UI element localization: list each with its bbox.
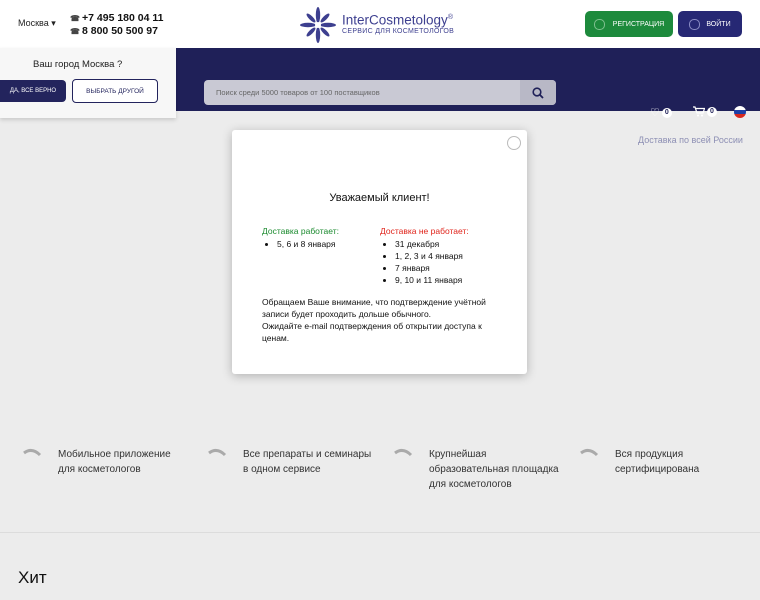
feature-item — [207, 447, 373, 477]
loading-arc-icon — [22, 447, 42, 463]
delivery-not-works-column — [380, 225, 469, 286]
modal-notice — [262, 296, 497, 344]
choose-city-button[interactable]: ВЫБРАТЬ ДРУГОЙ — [72, 79, 158, 103]
favorites-count: 0 — [662, 108, 672, 118]
search-icon — [532, 87, 544, 99]
city-confirm-popup — [0, 48, 176, 118]
login-label: ВОЙТИ — [706, 20, 731, 28]
search-button[interactable] — [520, 80, 556, 105]
features-row — [0, 440, 760, 530]
feature-item — [22, 447, 188, 477]
feature-text: Мобильное приложение для косметологов — [58, 449, 171, 475]
feature-item — [579, 447, 745, 477]
phone-list — [70, 12, 163, 38]
list-item: • 9, 10 и 11 января — [395, 274, 469, 286]
delivery-info[interactable]: Доставка по всей России — [638, 135, 743, 145]
section-title: Хит — [18, 568, 47, 587]
register-label: РЕГИСТРАЦИЯ — [612, 20, 665, 28]
cart-link[interactable] — [693, 106, 717, 117]
delivery-works-heading: Доставка работает: — [262, 226, 339, 236]
phone-icon: ☎ — [70, 14, 80, 23]
feature-text: Все препараты и семинары в одном сервисе — [243, 449, 372, 475]
notice-email: Ожидайте e-mail подтверждения об открытии доступа к ценам. — [262, 321, 482, 343]
feature-text: Крупнейшая образовательная площадка для косметологов — [429, 449, 559, 490]
logo-brand: InterCosmetology — [342, 12, 448, 28]
notice-confirmation: Обращаем Ваше внимание, что подтверждение учётной записи будет проходить дольше обычного. — [262, 297, 486, 319]
cart-count: 0 — [707, 107, 717, 117]
snowflake-logo-icon — [300, 7, 336, 43]
logo-mark: ® — [447, 13, 453, 21]
user-plus-icon — [594, 19, 605, 30]
search-bar — [204, 80, 556, 105]
site-logo[interactable] — [300, 6, 470, 44]
modal-title: Уважаемый клиент! — [329, 192, 430, 204]
favorites-link[interactable] — [650, 106, 672, 119]
holiday-notice-modal — [232, 130, 527, 374]
city-selector[interactable]: Москва ▾ — [18, 18, 56, 28]
logo-subtitle: СЕРВИС ДЛЯ КОСМЕТОЛОГОВ — [342, 28, 455, 36]
user-icon — [689, 19, 700, 30]
loading-arc-icon — [393, 447, 413, 463]
delivery-works-column — [262, 225, 339, 250]
feature-text: Вся продукция сертифицирована — [615, 449, 700, 475]
login-button[interactable] — [678, 11, 742, 37]
loading-arc-icon — [207, 447, 227, 463]
list-item: • 1, 2, 3 и 4 января — [395, 250, 469, 262]
list-item: • 7 января — [395, 262, 469, 274]
top-header — [0, 0, 760, 48]
list-item: • 31 декабря — [395, 238, 469, 250]
section-divider — [0, 532, 760, 533]
heart-icon: ♡ — [650, 107, 660, 119]
phone-number-2[interactable]: 8 800 50 500 97 — [82, 25, 158, 37]
city-question: Ваш город Москва ? — [33, 59, 123, 70]
delivery-not-works-heading: Доставка не работает: — [380, 226, 469, 236]
phone-number-1[interactable]: +7 495 180 04 11 — [82, 12, 164, 24]
feature-item — [393, 447, 559, 492]
list-item: • 5, 6 и 8 января — [277, 238, 339, 250]
close-icon[interactable] — [507, 136, 521, 150]
confirm-city-button[interactable]: ДА, ВСЕ ВЕРНО — [0, 80, 66, 102]
cart-icon — [693, 106, 705, 117]
language-flag-icon[interactable] — [734, 106, 746, 118]
loading-arc-icon — [579, 447, 599, 463]
search-input[interactable] — [204, 80, 526, 105]
register-button[interactable] — [585, 11, 673, 37]
phone-icon: ☎ — [70, 27, 80, 36]
